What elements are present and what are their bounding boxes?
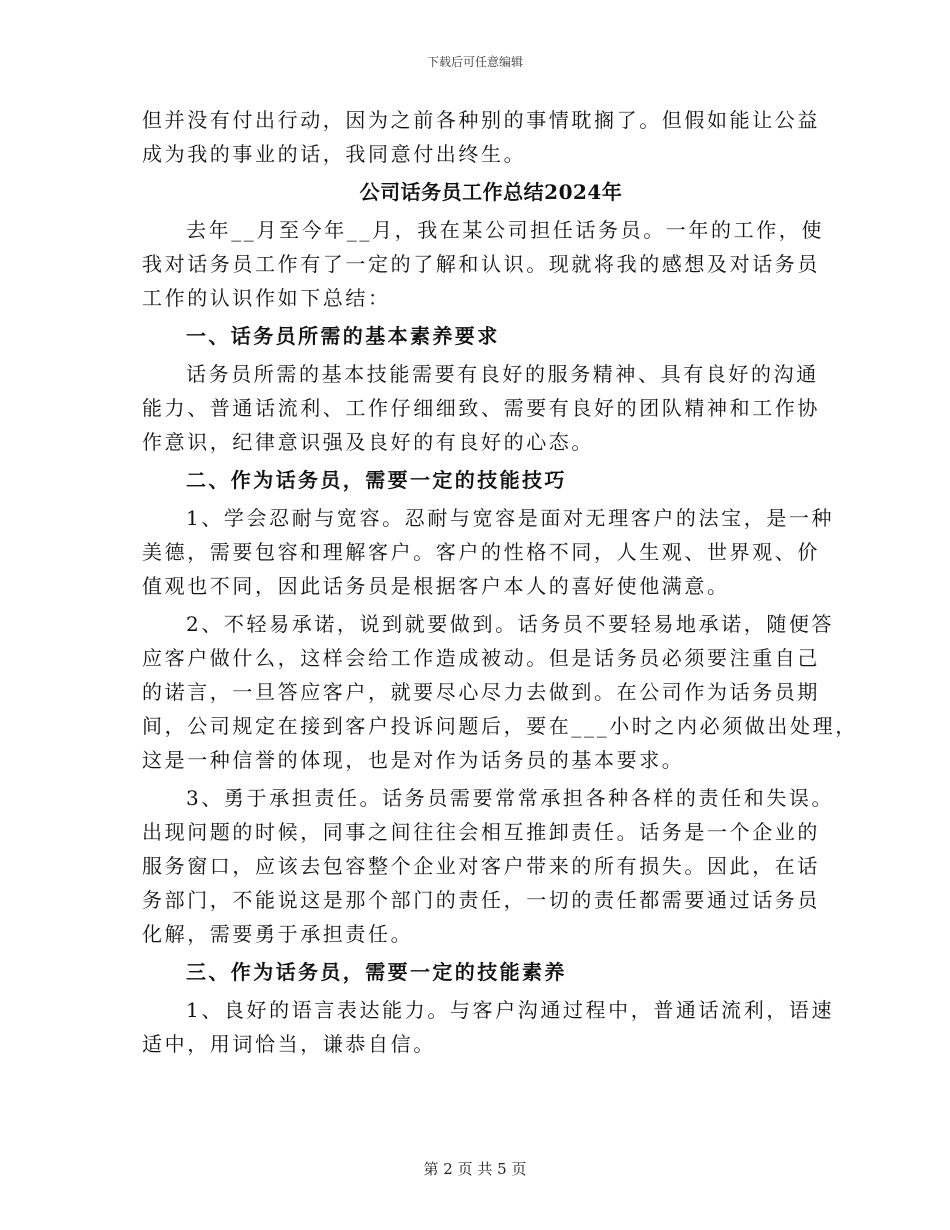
text-line: 应客户做什么，这样会给工作造成被动。但是话务员必须要注重自己	[142, 646, 820, 670]
text-line: 工作的认识作如下总结：	[142, 286, 391, 310]
text-line: 化解，需要勇于承担责任。	[142, 922, 414, 946]
paragraph-promises	[142, 607, 858, 777]
paragraph-responsibility	[142, 781, 835, 951]
text-line: 成为我的事业的话，我同意付出终生。	[142, 142, 527, 166]
document-body	[142, 103, 858, 1065]
section-heading-3: 三、作为话务员，需要一定的技能素养	[186, 960, 567, 984]
text-line: 美德，需要包容和理解客户。客户的性格不同，人生观、世界观、价	[142, 540, 820, 564]
section-heading-2: 二、作为话务员，需要一定的技能技巧	[186, 468, 567, 492]
intro-paragraph	[142, 103, 820, 171]
text-line: 3、勇于承担责任。话务员需要常常承担各种各样的责任和失误。	[186, 786, 835, 810]
text-line: 1、学会忍耐与宽容。忍耐与宽容是面对无理客户的法宝，是一种	[186, 506, 835, 530]
paragraph-intro-summary	[142, 213, 824, 315]
page-footer: 第 2 页 共 5 页	[423, 1160, 527, 1178]
text-line: 我对话务员工作有了一定的了解和认识。现就将我的感想及对话务员	[142, 252, 820, 276]
text-line: 去年__月至今年__月，我在某公司担任话务员。一年的工作，使	[186, 218, 824, 242]
paragraph-language-skills	[142, 993, 835, 1061]
text-line: 适中，用词恰当，谦恭自信。	[142, 1032, 436, 1056]
document-title: 公司话务员工作总结2024年	[359, 180, 623, 204]
text-line: 作意识，纪律意识强及良好的有良好的心态。	[142, 430, 594, 454]
paragraph-patience	[142, 501, 835, 603]
text-line: 值观也不同，因此话务员是根据客户本人的喜好使他满意。	[142, 574, 730, 598]
text-line: 这是一种信誉的体现，也是对作为话务员的基本要求。	[142, 748, 685, 772]
text-line: 2、不轻易承诺，说到就要做到。话务员不要轻易地承诺，随便答	[186, 612, 835, 636]
text-line: 务部门，不能说这是那个部门的责任，一切的责任都需要通过话务员	[142, 888, 820, 912]
text-line: 1、良好的语言表达能力。与客户沟通过程中，普通话流利，语速	[186, 998, 835, 1022]
text-line: 话务员所需的基本技能需要有良好的服务精神、具有良好的沟通	[186, 362, 819, 386]
section-heading-1: 一、话务员所需的基本素养要求	[186, 324, 500, 348]
text-line: 服务窗口，应该去包容整个企业对客户带来的所有损失。因此，在话	[142, 854, 820, 878]
text-line: 但并没有付出行动，因为之前各种别的事情耽搁了。但假如能让公益	[142, 108, 820, 132]
paragraph-basic-skills	[142, 357, 820, 459]
page-header: 下载后可任意编辑	[426, 55, 523, 69]
text-line: 的诺言，一旦答应客户，就要尽心尽力去做到。在公司作为话务员期	[142, 680, 820, 704]
text-line: 间，公司规定在接到客户投诉问题后，要在___小时之内必须做出处理，	[142, 714, 858, 738]
text-line: 能力、普通话流利、工作仔细细致、需要有良好的团队精神和工作协	[142, 396, 820, 420]
text-line: 出现问题的时候，同事之间往往会相互推卸责任。话务是一个企业的	[142, 820, 820, 844]
